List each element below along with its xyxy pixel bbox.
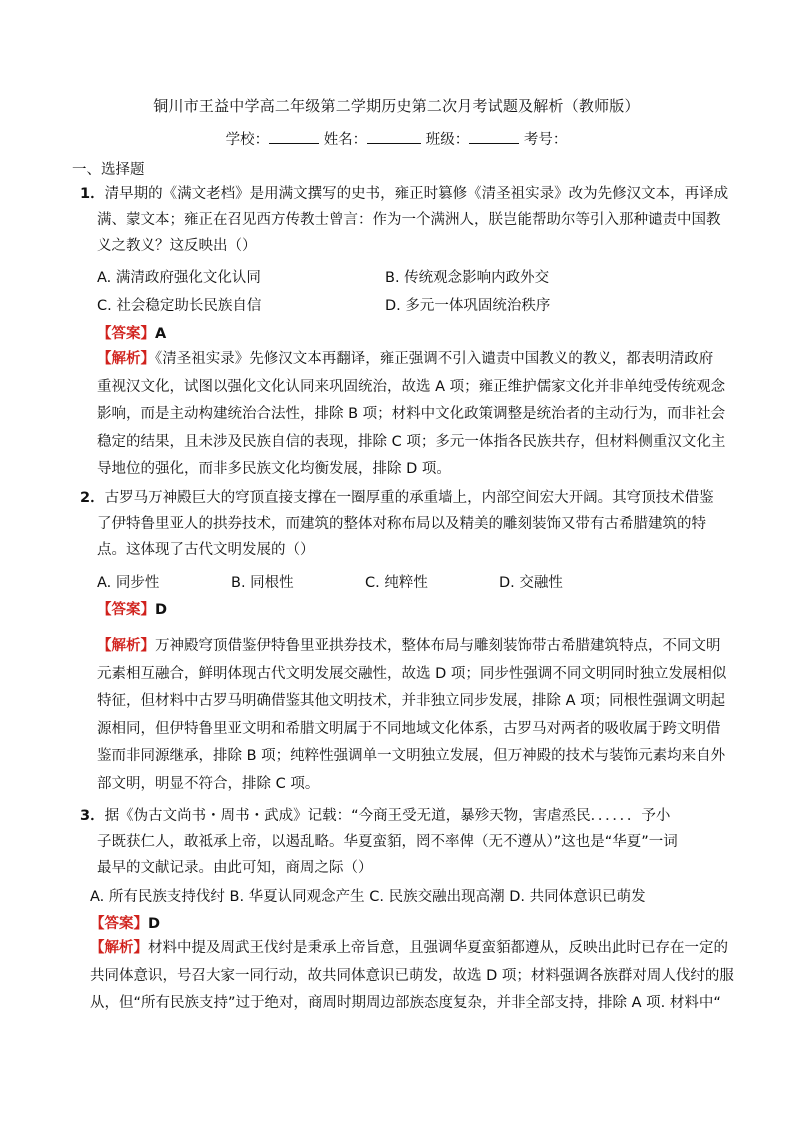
option-c: C. 民族交融出现高潮 [369,889,505,905]
option-b: B. 华夏认同观念产生 [229,889,365,905]
question-text: 点。这体现了古代文明发展的（） [97,542,315,558]
answer-value: D [148,916,161,932]
option-a: A. 满清政府强化文化认同 [97,270,261,286]
answer-line [97,598,167,619]
analysis-text: 特征，但材料中古罗马明确借鉴其他文明技术，并非独立同步发展，排除 A 项；同根性强调文明起 [97,693,726,709]
options-row [90,885,646,906]
question-text: 最早的文献记录。由此可知，商周之际（） [97,860,373,876]
school-label: 学校： [225,132,270,148]
question-text: 清早期的《满文老档》是用满文撰写的史书，雍正时篡修《清圣祖实录》改为先修汉文本，再译成 [104,186,729,202]
exam-number-label: 考号： [523,132,568,148]
question-number: 1． [80,186,105,202]
answer-line [97,322,166,343]
school-blank[interactable] [269,129,319,144]
question-number: 3． [80,808,105,824]
answer-tag: 【答案】 [97,602,155,618]
option-c: C. 纯粹性 [365,575,428,591]
option-a: A. 所有民族支持伐纣 [90,889,225,905]
class-label: 班级： [425,132,470,148]
question-2 [80,485,714,563]
page-title: 铜川市王益中学高二年级第二学期历史第二次月考试题及解析（教师版） [153,97,640,115]
analysis-text: 重视汉文化，试图以强化文化认同来巩固统治，故选 A 项；雍正维护儒家文化并非单纯受传统观念 [97,378,726,395]
question-text: 满、蒙文本；雍正在召见西方传教士曾言：作为一个满洲人，朕岂能帮助尔等引入那种谴责中国教 [97,212,721,228]
analysis-text: 元素相互融合，鲜明体现古代文明发展交融性，故选 D 项；同步性强调不同文明同时独立发展相似 [97,665,727,682]
option-d: D. 交融性 [499,575,563,591]
question-text: 据《伪古文尚书・周书・武成》记载：“今商王受无道，暴殄天物，害虐烝民．．．．．．予小 [104,808,671,824]
analysis-tag: 【解析】 [90,940,148,956]
question-text: 了伊特鲁里亚人的拱券技术，而建筑的整体对称布局以及精美的雕刻装饰又带有古希腊建筑的特 [97,516,706,532]
analysis-text: 源相同，但伊特鲁里亚文明和希腊文明属于不同地域文化体系，古罗马对两者的吸收属于跨文明借 [97,720,721,737]
option-c: C. 社会稳定助长民族自信 [97,298,262,314]
analysis-tag: 【解析】 [97,351,155,367]
class-blank[interactable] [469,129,519,144]
question-text: 古罗马万神殿巨大的穹顶直接支撑在一圈厚重的承重墙上，内部空间宏大开阔。其穹顶技术借鉴 [104,490,714,506]
analysis-text: 《清圣祖实录》先修汉文本再翻译，雍正强调不引入谴责中国教义的教义，都表明清政府 [155,351,714,367]
analysis-text: 鉴而非同源继承，排除 B 项；纯粹性强调单一文明独立发展，但万神殿的技术与装饰元素均来自外 [97,748,726,764]
analysis-tag: 【解析】 [97,638,155,654]
question-1 [80,181,728,259]
analysis-block [97,633,726,798]
analysis-text: 共同体意识，号召大家一同行动，故共同体意识已萌发，故选 D 项；材料强调各族群对周人伐纣的服 [90,967,734,984]
analysis-text: 部文明，明显不符合，排除 C 项。 [97,775,320,792]
analysis-text: 材料中提及周武王伐纣是秉承上帝旨意，且强调华夏蛮貊都遵从，反映出此时已存在一定的 [148,940,728,956]
option-a: A. 同步性 [97,575,160,591]
option-d: D. 多元一体巩固统治秩序 [385,298,551,314]
answer-value: A [155,326,167,342]
question-number: 2． [80,490,105,506]
analysis-text: 导地位的强化，而非多民族文化均衡发展，排除 D 项。 [97,461,451,477]
answer-value: D [155,602,168,618]
analysis-text: 影响，而是主动构建统治合法性，排除 B 项；材料中文化政策调整是统治者的主动行为，而非社会 [97,406,726,422]
analysis-text: 从，但“所有民族支持”过于绝对，商周时期周边部族态度复杂，并非全部支持，排除 A 项. 材料中“ [90,995,721,1011]
answer-tag: 【答案】 [97,326,155,342]
analysis-block [97,346,725,484]
analysis-text: 稳定的结果，且未涉及民族自信的表现，排除 C 项；多元一体指各民族共存，但材料侧重汉文化主 [97,433,726,450]
option-d: D. 共同体意识已萌发 [509,889,646,905]
section-heading: 一、选择题 [72,162,145,178]
answer-line [90,912,160,933]
question-text: 子既获仁人，敢祗承上帝，以遏乱略。华夏蛮貊，罔不率俾（无不遵从）”这也是“华夏”一词 [97,834,678,850]
question-text: 义之教义？这反映出（） [97,238,257,254]
option-b: B. 同根性 [231,575,294,591]
name-blank[interactable] [367,129,421,144]
name-label: 姓名： [323,132,368,148]
analysis-block [90,935,734,1018]
student-info-line [0,128,793,149]
answer-tag: 【答案】 [90,916,148,932]
option-b: B. 传统观念影响内政外交 [385,270,550,286]
question-3 [80,803,678,881]
analysis-text: 万神殿穹顶借鉴伊特鲁里亚拱券技术，整体布局与雕刻装饰带古希腊建筑特点，不同文明 [155,638,721,654]
